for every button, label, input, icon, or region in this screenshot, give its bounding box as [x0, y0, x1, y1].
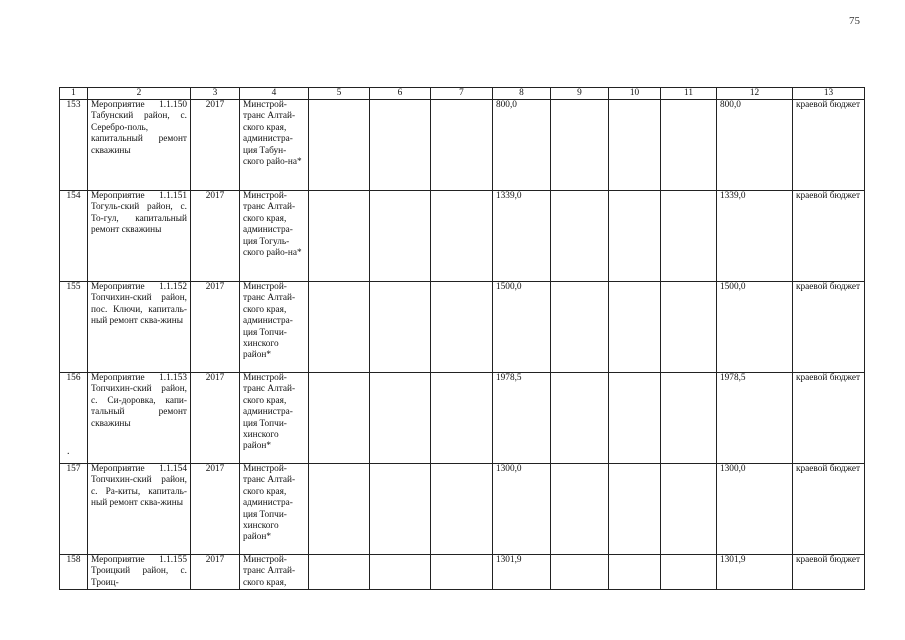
table-row [60, 191, 865, 282]
activity-year: 2017 [191, 282, 240, 373]
empty-cell [551, 100, 609, 191]
row-number: 155 [60, 282, 88, 373]
empty-cell [431, 191, 493, 282]
funding-source: краевой бюджет [793, 191, 865, 282]
amount-col8: 1301,9 [493, 555, 551, 590]
column-header: 11 [661, 88, 717, 100]
empty-cell [661, 282, 717, 373]
empty-cell [661, 555, 717, 590]
empty-cell [551, 373, 609, 464]
activity-year: 2017 [191, 191, 240, 282]
activity-executor: Минстрой-транс Алтай-ского края, администра-ция Топчи-хинского район* [240, 464, 309, 555]
table-row [60, 100, 865, 191]
row-number: 158 [60, 555, 88, 590]
empty-cell [609, 191, 661, 282]
empty-cell [309, 464, 370, 555]
activity-description: Мероприятие 1.1.155 Троицкий район, с. Троиц- [88, 555, 191, 590]
empty-cell [309, 373, 370, 464]
activity-description: Мероприятие 1.1.152 Топчихин-ский район, пос. Ключи, капиталь-ный ремонт сква-жины [88, 282, 191, 373]
table-row [60, 464, 865, 555]
empty-cell [609, 464, 661, 555]
empty-cell [661, 100, 717, 191]
funding-source: краевой бюджет [793, 373, 865, 464]
row-number-cell [60, 373, 88, 464]
empty-cell [551, 191, 609, 282]
empty-cell [309, 282, 370, 373]
empty-cell [370, 191, 431, 282]
amount-col8: 1500,0 [493, 282, 551, 373]
activity-year: 2017 [191, 464, 240, 555]
empty-cell [609, 282, 661, 373]
amount-col12: 800,0 [717, 100, 793, 191]
amount-col8: 1339,0 [493, 191, 551, 282]
row-number: 154 [60, 191, 88, 282]
column-header: 6 [370, 88, 431, 100]
activity-description: Мероприятие 1.1.154 Топчихин-ский район, с. Ра-киты, капиталь-ный ремонт сква-жины [88, 464, 191, 555]
empty-cell [609, 555, 661, 590]
empty-cell [370, 555, 431, 590]
funding-source: краевой бюджет [793, 464, 865, 555]
activity-executor: Минстрой-транс Алтай-ского края, администра-ция Топчи-хинского район* [240, 282, 309, 373]
empty-cell [431, 555, 493, 590]
funding-source: краевой бюджет [793, 555, 865, 590]
activity-year: 2017 [191, 100, 240, 191]
empty-cell [661, 373, 717, 464]
empty-cell [551, 282, 609, 373]
activity-year: 2017 [191, 373, 240, 464]
empty-cell [370, 282, 431, 373]
column-header: 2 [88, 88, 191, 100]
row-number: 153 [60, 100, 88, 191]
empty-cell [431, 373, 493, 464]
header-row [60, 88, 865, 100]
activity-description: Мероприятие 1.1.153 Топчихин-ский район, с. Си-доровка, капи-тальный ремонт скважины [88, 373, 191, 464]
column-header: 10 [609, 88, 661, 100]
column-header: 3 [191, 88, 240, 100]
amount-col8: 1978,5 [493, 373, 551, 464]
column-header: 4 [240, 88, 309, 100]
empty-cell [661, 191, 717, 282]
empty-cell [309, 191, 370, 282]
amount-col8: 1300,0 [493, 464, 551, 555]
program-activities-table [59, 87, 865, 590]
column-header: 12 [717, 88, 793, 100]
funding-source: краевой бюджет [793, 282, 865, 373]
empty-cell [609, 373, 661, 464]
empty-cell [551, 464, 609, 555]
column-header: 7 [431, 88, 493, 100]
amount-col12: 1339,0 [717, 191, 793, 282]
empty-cell [431, 282, 493, 373]
table-row [60, 373, 865, 464]
stray-mark: . [67, 445, 70, 457]
activity-year: 2017 [191, 555, 240, 590]
empty-cell [309, 100, 370, 191]
amount-col12: 1500,0 [717, 282, 793, 373]
amount-col12: 1301,9 [717, 555, 793, 590]
empty-cell [370, 100, 431, 191]
column-header: 5 [309, 88, 370, 100]
amount-col12: 1978,5 [717, 373, 793, 464]
row-number: 156 [66, 373, 81, 383]
empty-cell [609, 100, 661, 191]
amount-col12: 1300,0 [717, 464, 793, 555]
table-row [60, 282, 865, 373]
activity-executor: Минстрой-транс Алтай-ского края, администра-ция Топчи-хинского район* [240, 373, 309, 464]
empty-cell [431, 100, 493, 191]
page-number: 75 [849, 15, 860, 27]
empty-cell [309, 555, 370, 590]
row-number: 157 [60, 464, 88, 555]
activity-description: Мероприятие 1.1.150 Табунский район, с. Серебро-поль, капитальный ремонт скважины [88, 100, 191, 191]
empty-cell [551, 555, 609, 590]
table-row [60, 555, 865, 590]
column-header: 1 [60, 88, 88, 100]
funding-source: краевой бюджет [793, 100, 865, 191]
amount-col8: 800,0 [493, 100, 551, 191]
activity-executor: Минстрой-транс Алтай-ского края, [240, 555, 309, 590]
activity-description: Мероприятие 1.1.151 Тогуль-ский район, с. То-гул, капитальный ремонт скважины [88, 191, 191, 282]
empty-cell [431, 464, 493, 555]
column-header: 13 [793, 88, 865, 100]
column-header: 9 [551, 88, 609, 100]
empty-cell [370, 373, 431, 464]
activity-executor: Минстрой-транс Алтай-ского края, администра-ция Табун-ского райо-на* [240, 100, 309, 191]
activity-executor: Минстрой-транс Алтай-ского края, администра-ция Тогуль-ского райо-на* [240, 191, 309, 282]
empty-cell [370, 464, 431, 555]
empty-cell [661, 464, 717, 555]
column-header: 8 [493, 88, 551, 100]
